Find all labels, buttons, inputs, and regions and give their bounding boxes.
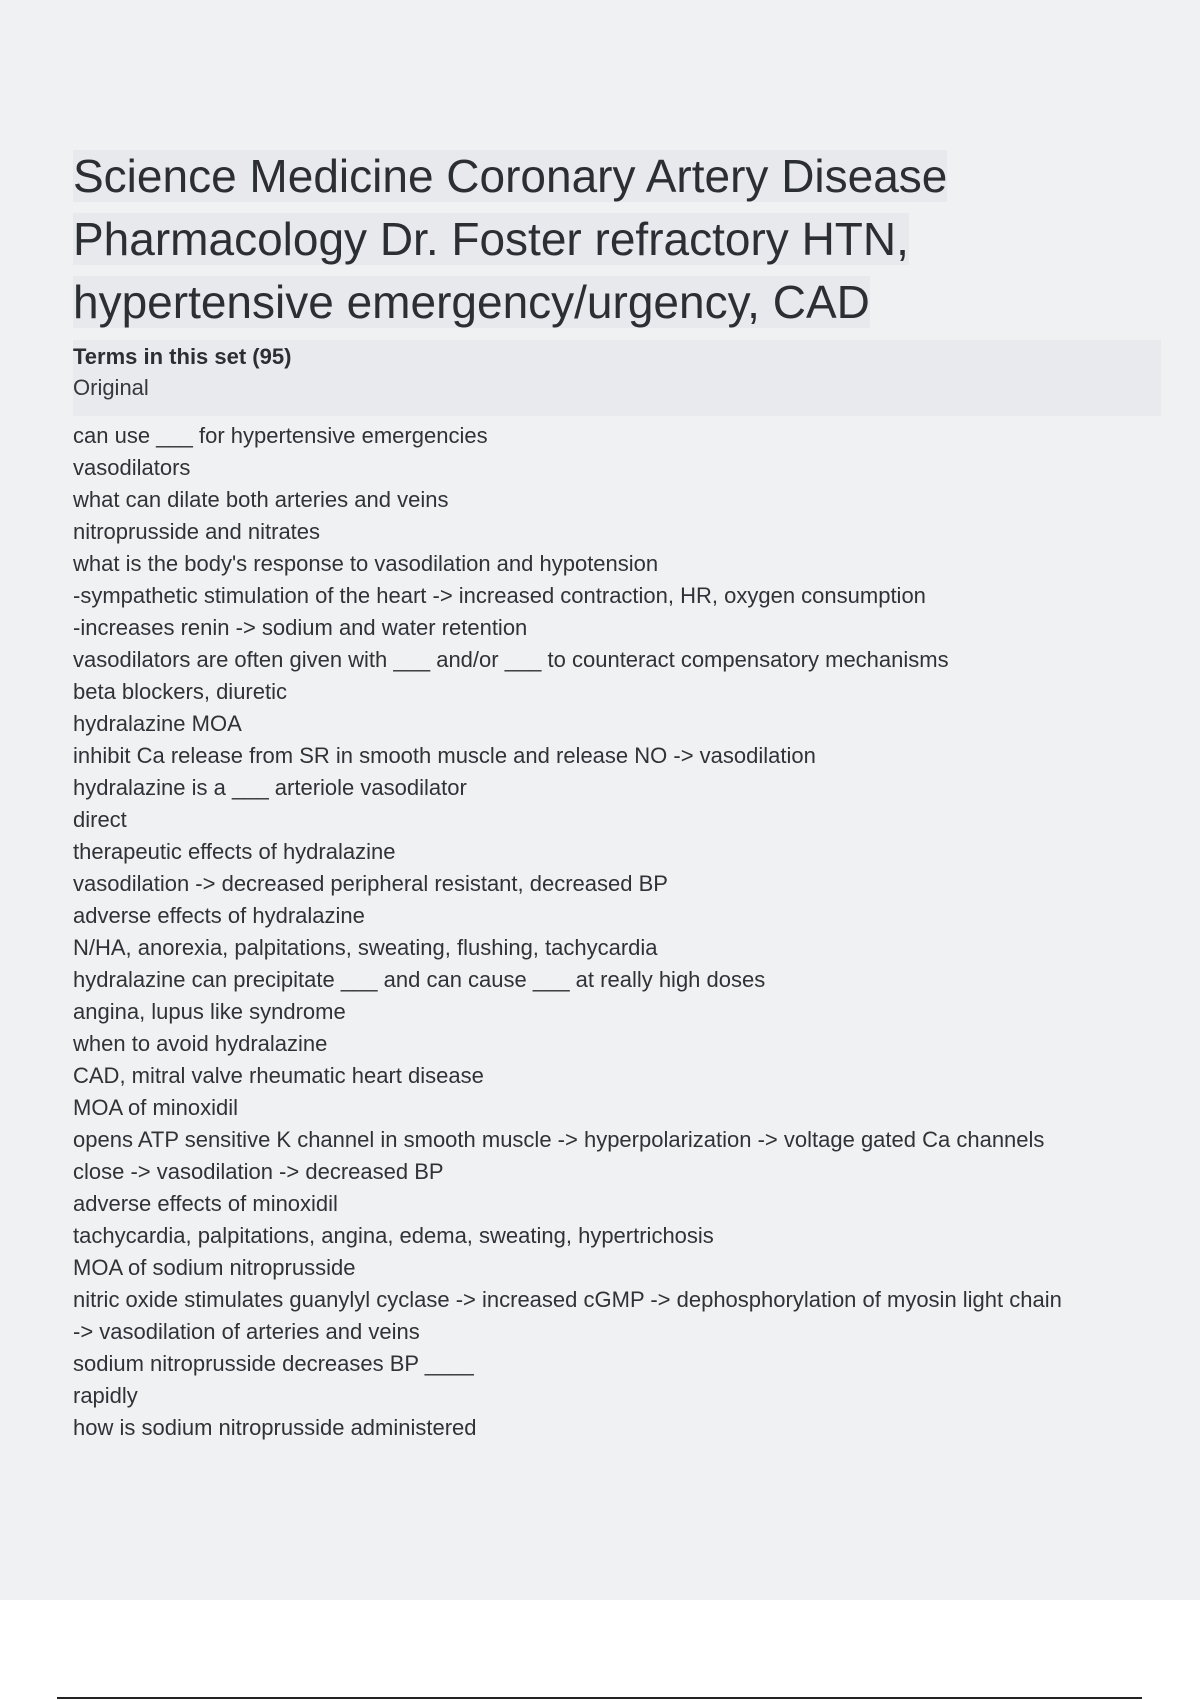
page-footer-area <box>0 1600 1200 1700</box>
term-line: hydralazine is a ___ arteriole vasodilator <box>73 775 467 800</box>
term-line: vasodilators are often given with ___ and/or ___ to counteract compensatory mechanisms <box>73 647 949 672</box>
term-list <box>73 420 1163 1444</box>
definition-line: CAD, mitral valve rheumatic heart disease <box>73 1063 484 1088</box>
definition-line: beta blockers, diuretic <box>73 679 287 704</box>
term-line: MOA of sodium nitroprusside <box>73 1255 356 1280</box>
term-line: how is sodium nitroprusside administered <box>73 1415 477 1440</box>
definition-line: direct <box>73 807 127 832</box>
definition-line: -sympathetic stimulation of the heart -> increased contraction, HR, oxygen consumption <box>73 583 926 608</box>
definition-line: nitroprusside and nitrates <box>73 519 321 544</box>
title-line: hypertensive emergency/urgency, CAD <box>73 276 870 328</box>
definition-line: N/HA, anorexia, palpitations, sweating, flushing, tachycardia <box>73 935 658 960</box>
definition-line: opens ATP sensitive K channel in smooth muscle -> hyperpolarization -> voltage gated Ca channels <box>73 1127 1045 1152</box>
set-variant: Original <box>73 375 149 400</box>
definition-line: close -> vasodilation -> decreased BP <box>73 1159 444 1184</box>
title-line: Science Medicine Coronary Artery Disease <box>73 150 948 202</box>
term-line: when to avoid hydralazine <box>73 1031 328 1056</box>
term-line: adverse effects of hydralazine <box>73 903 365 928</box>
term-line: hydralazine can precipitate ___ and can cause ___ at really high doses <box>73 967 766 992</box>
title-line: Pharmacology Dr. Foster refractory HTN, <box>73 213 909 265</box>
terms-count: Terms in this set (95) <box>73 344 292 369</box>
term-line: hydralazine MOA <box>73 711 242 736</box>
term-line: sodium nitroprusside decreases BP ____ <box>73 1351 474 1376</box>
definition-line: nitric oxide stimulates guanylyl cyclase -> increased cGMP -> dephosphorylation of myosin light chain <box>73 1287 1062 1312</box>
definition-line: rapidly <box>73 1383 138 1408</box>
term-line: adverse effects of minoxidil <box>73 1191 338 1216</box>
definition-line: tachycardia, palpitations, angina, edema, sweating, hypertrichosis <box>73 1223 714 1248</box>
footer-divider <box>57 1697 1142 1699</box>
definition-line: inhibit Ca release from SR in smooth muscle and release NO -> vasodilation <box>73 743 816 768</box>
definition-line: vasodilators <box>73 455 191 480</box>
set-header <box>73 340 1161 416</box>
definition-line: vasodilation -> decreased peripheral resistant, decreased BP <box>73 871 668 896</box>
term-line: what can dilate both arteries and veins <box>73 487 449 512</box>
definition-line: -> vasodilation of arteries and veins <box>73 1319 420 1344</box>
page-title <box>73 145 1163 334</box>
term-line: MOA of minoxidil <box>73 1095 239 1120</box>
term-line: therapeutic effects of hydralazine <box>73 839 396 864</box>
definition-line: angina, lupus like syndrome <box>73 999 346 1024</box>
document-content <box>73 145 1163 1444</box>
term-line: can use ___ for hypertensive emergencies <box>73 423 488 448</box>
term-line: what is the body's response to vasodilation and hypotension <box>73 551 659 576</box>
definition-line: -increases renin -> sodium and water retention <box>73 615 528 640</box>
